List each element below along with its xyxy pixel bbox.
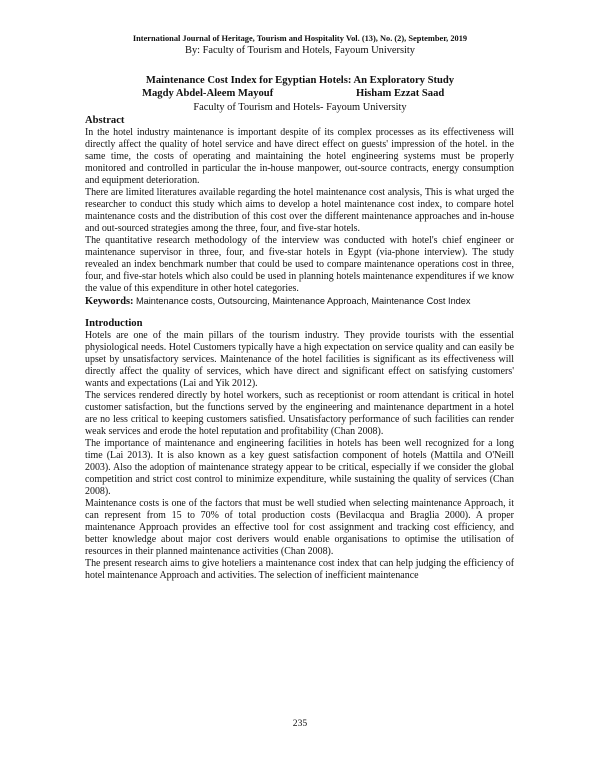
intro-paragraph-3: The importance of maintenance and engineering facilities in hotels has been well recognized for a long time (Lai 2013). It is also known as a key guest satisfaction component of hotels (Mattila and O'Neill 2003). Also the adoption of maintenance strategy appear to be critical, especially if we consider the global competition and strict cost control to minimize expenditure, while sustaining the quality of services (Chan 2008). (85, 438, 514, 497)
page-number: 235 (292, 718, 308, 729)
publisher-header: By: Faculty of Tourism and Hotels, Fayoum University (185, 45, 415, 56)
affiliation: Faculty of Tourism and Hotels- Fayoum University (193, 102, 407, 113)
author-2: Hisham Ezzat Saad (356, 88, 445, 99)
intro-paragraph-4: Maintenance costs is one of the factors that must be well studied when selecting maintenance Approach, it can represent from 15 to 70% of total production costs (Bevilacqua and Braglia 2000). A proper maintenance Approach provides an effective tool for cost assignment and tracking cost efficiency, and better knowledge about major cost derivers would enable organisations to optimise the utilisation of resources in their planned maintenance activities (Chan 2008). (85, 498, 514, 557)
abstract-paragraph-1: In the hotel industry maintenance is important despite of its complex processes as its effectiveness will directly affect the quality of hotel service and have direct effect on guests' impression of the hotel. in the same time, the costs of operating and maintaining the hotel engineering systems must be properly monitored and controlled in particular the in-house manpower, out-source contracts, energy consumption and equipment deterioration. (85, 127, 514, 186)
intro-paragraph-5: The present research aims to give hoteliers a maintenance cost index that can help judging the efficiency of hotel maintenance Approach and activities. The selection of inefficient maintenance (85, 558, 514, 581)
author-1: Magdy Abdel-Aleem Mayouf (142, 88, 274, 99)
keywords-text: Maintenance costs, Outsourcing, Maintenance Approach, Maintenance Cost Index (135, 296, 471, 306)
intro-paragraph-1: Hotels are one of the main pillars of the tourism industry. They provide tourists with the essential physiological needs. Hotel Customers typically have a high expectation on service quality and can easily be upset by unsatisfactory services. Maintenance of the hotel facilities is significant as its effectiveness will directly affect the quality of services, which have direct and significant effect on satisfying customers' wants and expectations (Lai and Yik 2012). (85, 330, 514, 389)
keywords-label: Keywords: (85, 296, 134, 307)
keywords-line (85, 295, 514, 308)
paper-title: Maintenance Cost Index for Egyptian Hotels: An Exploratory Study (145, 75, 455, 86)
abstract-heading: Abstract (85, 115, 125, 126)
journal-header: International Journal of Heritage, Tourism and Hospitality Vol. (13), No. (2), September, 2019 (132, 34, 468, 43)
paper-body (85, 115, 514, 582)
introduction-heading: Introduction (85, 318, 143, 329)
abstract-paragraph-2: There are limited literatures available regarding the hotel maintenance cost analysis, This is what urged the researcher to conduct this study which aims to develop a hotel maintenance cost index, to compare hotel maintenance costs and the distribution of this cost over the different maintenance approaches and in-house and out-sourced strategies among the three, four, and five-star hotels. (85, 187, 514, 234)
intro-paragraph-2: The services rendered directly by hotel workers, such as receptionist or room attendant is critical in hotel customer satisfaction, but the functions served by the engineering and maintenance department in a hotel are no less critical to keeping customers satisfied. Unsatisfactory performance of such facilities can render weak services and erode the hotel reputation and profitability (Chan 2008). (85, 390, 514, 437)
abstract-paragraph-3: The quantitative research methodology of the interview was conducted with hotel's chief engineer or maintenance supervisor in three, four, and five-star hotels in Egypt (via-phone interview). The study revealed an index benchmark number that could be used to compare maintenance operations cost in three, four, and five-star hotels which also could be used in planning hotels maintenance expenditures if we know the value of this expenditure in other hotel categories. (85, 235, 514, 294)
